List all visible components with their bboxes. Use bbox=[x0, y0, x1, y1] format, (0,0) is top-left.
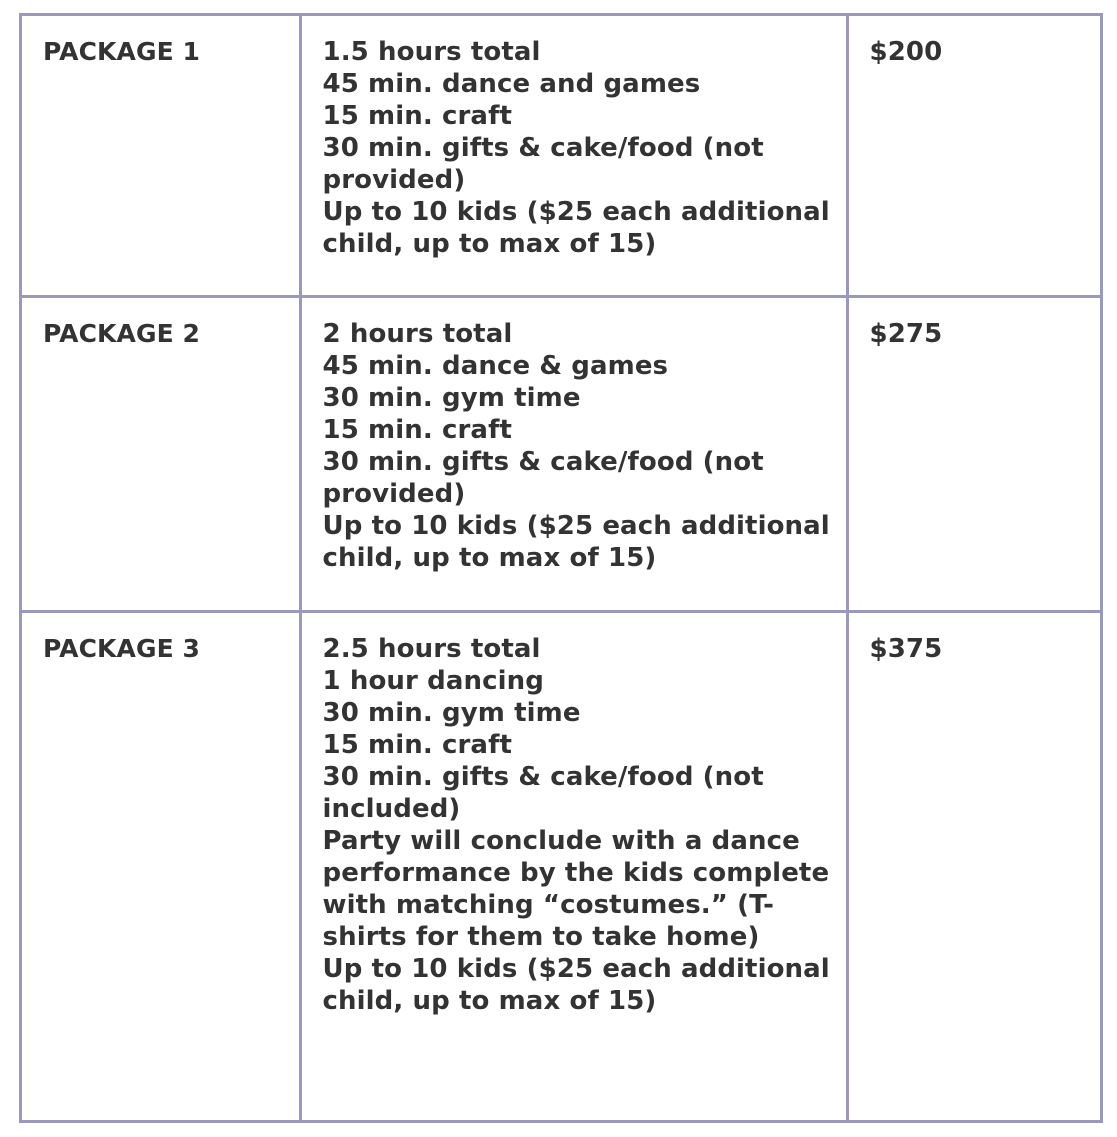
package-2-detail-2: 45 min. dance & games bbox=[322, 351, 669, 381]
package-3-detail-5: 30 min. gifts & cake/food (not included) bbox=[322, 762, 764, 824]
package-name-2: PACKAGE 2 bbox=[21, 297, 301, 612]
package-2-detail-5: 30 min. gifts & cake/food (not provided) bbox=[322, 447, 764, 509]
package-name-1: PACKAGE 1 bbox=[21, 15, 301, 297]
package-3-detail-7: Up to 10 kids ($25 each additional child, up to max of 15) bbox=[322, 954, 830, 1016]
package-2-detail-3: 30 min. gym time bbox=[322, 383, 581, 413]
package-1-detail-5: Up to 10 kids ($25 each additional child, up to max of 15) bbox=[322, 197, 830, 259]
package-2-detail-4: 15 min. craft bbox=[322, 415, 513, 445]
package-details-3 bbox=[300, 612, 847, 1122]
package-price-2: $275 bbox=[847, 297, 1101, 612]
packages-table bbox=[19, 13, 1103, 1123]
package-details-2 bbox=[300, 297, 847, 612]
package-2-detail-1: 2 hours total bbox=[322, 319, 513, 349]
package-row-2 bbox=[21, 297, 1102, 612]
package-3-detail-1: 2.5 hours total bbox=[322, 634, 541, 664]
package-1-detail-3: 15 min. craft bbox=[322, 101, 513, 131]
package-price-1: $200 bbox=[847, 15, 1101, 297]
package-3-detail-2: 1 hour dancing bbox=[322, 666, 544, 696]
package-row-3 bbox=[21, 612, 1102, 1122]
package-details-1 bbox=[300, 15, 847, 297]
package-1-detail-1: 1.5 hours total bbox=[322, 37, 541, 67]
package-1-detail-2: 45 min. dance and games bbox=[322, 69, 701, 99]
package-price-3: $375 bbox=[847, 612, 1101, 1122]
package-3-detail-3: 30 min. gym time bbox=[322, 698, 581, 728]
package-name-3: PACKAGE 3 bbox=[21, 612, 301, 1122]
package-3-detail-4: 15 min. craft bbox=[322, 730, 513, 760]
package-3-detail-6: Party will conclude with a dance performance by the kids complete with matching “costumes.” (T-shirts for them to take home) bbox=[322, 826, 830, 952]
package-2-detail-6: Up to 10 kids ($25 each additional child, up to max of 15) bbox=[322, 511, 830, 573]
package-row-1 bbox=[21, 15, 1102, 297]
package-1-detail-4: 30 min. gifts & cake/food (not provided) bbox=[322, 133, 764, 195]
